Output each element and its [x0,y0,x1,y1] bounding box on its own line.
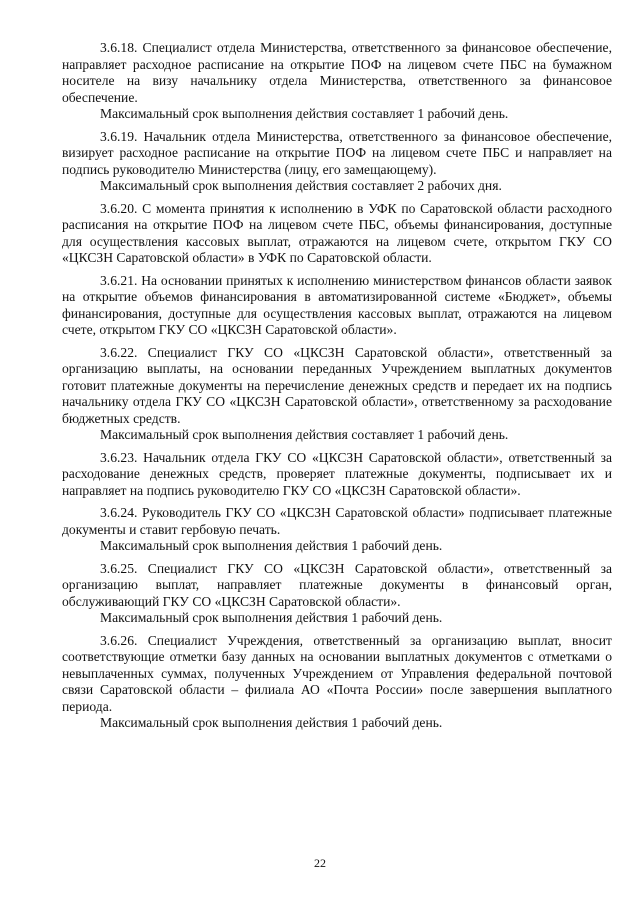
paragraph-deadline: Максимальный срок выполнения действия составляет 1 рабочий день. [100,106,509,121]
paragraph-deadline: Максимальный срок выполнения действия 1 рабочий день. [100,538,443,553]
page-number: 22 [314,856,326,870]
paragraph-deadline: Максимальный срок выполнения действия 1 рабочий день. [100,715,443,730]
paragraph-deadline: Максимальный срок выполнения действия составляет 1 рабочий день. [100,427,509,442]
document-page [62,40,612,732]
paragraph-3-6-18: 3.6.18. Специалист отдела Министерства, ответственного за финансовое обеспечение, направляет расходное расписание на открытие ПОФ на лицевом счете ПБС на бумажном носителе на визу начальнику отдела Министерства, ответственного за финансовое обеспечение. [62,40,612,105]
paragraph-3-6-25: 3.6.25. Специалист ГКУ СО «ЦКСЗН Саратовской области», ответственный за организацию выплат, направляет платежные документы в финансовый орган, обслуживающий ГКУ СО «ЦКСЗН Саратовской области». [62,560,612,609]
paragraph-3-6-22: 3.6.22. Специалист ГКУ СО «ЦКСЗН Саратовской области», ответственный за организацию выплаты, на основании переданных Учреждением выплатных документов готовит платежные документы на перечисление денежных средств и передает их на подпись начальнику отдела ГКУ СО «ЦКСЗН Саратовской области», ответственному за расходование бюджетных средств. [62,344,612,426]
paragraph-deadline: Максимальный срок выполнения действия составляет 2 рабочих дня. [100,178,502,193]
paragraph-3-6-20: 3.6.20. С момента принятия к исполнению в УФК по Саратовской области расходного расписания на открытие ПОФ на лицевом счете ПБС, объемы финансирования, доступные для осуществления кассовых выплат, отражаются на лицевом счете, открытом ГКУ СО «ЦКСЗН Саратовской области» в УФК по Саратовской области. [62,200,612,265]
paragraph-3-6-21: 3.6.21. На основании принятых к исполнению министерством финансов области заявок на открытие объемов финансирования в автоматизированной системе «Бюджет», объемы финансирования, доступные для осуществления кассовых выплат, отражаются на лицевом счете, открытом ГКУ СО «ЦКСЗН Саратовской области». [62,272,612,337]
paragraph-3-6-26: 3.6.26. Специалист Учреждения, ответственный за организацию выплат, вносит соответствующие отметки базу данных на основании выплатных документов с отметками о невыплаченных суммах, полученных Учреждением от Управления федеральной почтовой связи Саратовской области – филиала АО «Почта России» после завершения выплатного периода. [62,632,612,714]
paragraph-3-6-19: 3.6.19. Начальник отдела Министерства, ответственного за финансовое обеспечение, визирует расходное расписание на открытие ПОФ на лицевом счете ПБС и направляет на подпись руководителю Министерства (лицу, его замещающему). [62,128,612,177]
paragraph-3-6-24: 3.6.24. Руководитель ГКУ СО «ЦКСЗН Саратовской области» подписывает платежные документы и ставит гербовую печать. [62,505,612,537]
paragraph-3-6-23: 3.6.23. Начальник отдела ГКУ СО «ЦКСЗН Саратовской области», ответственный за расходование денежных средств, проверяет платежные документы, подписывает их и направляет на подпись руководителю ГКУ СО «ЦКСЗН Саратовской области». [62,449,612,498]
paragraph-deadline: Максимальный срок выполнения действия 1 рабочий день. [100,610,443,625]
